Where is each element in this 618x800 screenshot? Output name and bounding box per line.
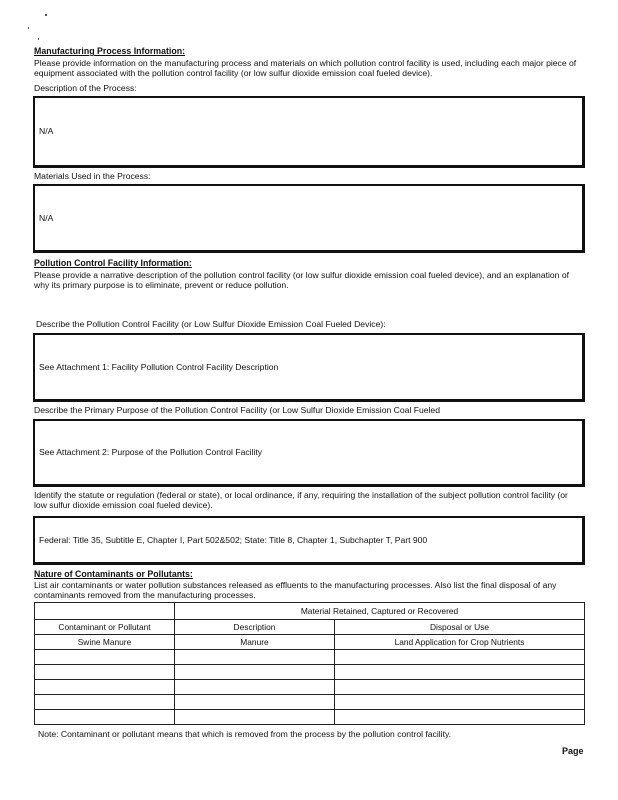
materials-label: Materials Used in the Process: xyxy=(34,171,151,181)
scan-speck xyxy=(28,27,29,29)
scan-speck xyxy=(45,14,47,16)
table-cell[interactable]: Manure xyxy=(175,635,335,650)
table-cell[interactable] xyxy=(175,680,335,695)
table-cell[interactable] xyxy=(35,695,175,710)
materials-value: N/A xyxy=(39,212,54,223)
pollution-control-heading: Pollution Control Facility Information: xyxy=(34,258,192,268)
table-cell[interactable] xyxy=(175,665,335,680)
table-row xyxy=(35,665,585,680)
manufacturing-intro: Please provide information on the manufacturing process and materials on which pollution control facility is used, including each major piece of equipment associated with the pollution control facility (or low sulfur dioxide emission coal fueled device). xyxy=(34,58,577,79)
statute-value: Federal: Title 35, Subtitle E, Chapter I, Part 502&502; State: Title 8, Chapter 1, Subchapter T, Part 900 xyxy=(39,534,428,545)
facility-description-value: See Attachment 1: Facility Pollution Control Facility Description xyxy=(39,361,279,372)
contaminants-heading: Nature of Contaminants or Pollutants: xyxy=(34,569,193,579)
table-row xyxy=(35,680,585,695)
table-cell[interactable] xyxy=(335,650,585,665)
table-row xyxy=(35,650,585,665)
facility-description-field[interactable] xyxy=(33,333,585,402)
table-cell[interactable]: Swine Manure xyxy=(35,635,175,650)
table-cell[interactable] xyxy=(35,710,175,725)
table-row xyxy=(35,710,585,725)
statute-label: Identify the statute or regulation (federal or state), or local ordinance, if any, requiring the installation of the subject pollution control facility (or low sulfur dioxide emission coal fueled device). xyxy=(34,490,568,511)
materials-field[interactable] xyxy=(33,184,585,253)
primary-purpose-field[interactable] xyxy=(33,419,585,487)
table-cell[interactable] xyxy=(335,665,585,680)
process-description-value: N/A xyxy=(39,126,54,137)
column-header-disposal: Disposal or Use xyxy=(335,620,585,635)
process-description-label: Description of the Process: xyxy=(34,83,137,93)
table-cell[interactable] xyxy=(35,680,175,695)
contaminants-table xyxy=(34,602,585,725)
table-cell[interactable] xyxy=(175,710,335,725)
page-label: Page xyxy=(562,746,584,756)
contaminants-intro: List air contaminants or water pollution substances released as effluents to the manufacturing processes. Also list the final disposal of any contaminants removed from the manufacturing processes. xyxy=(34,580,557,601)
facility-description-label: Describe the Pollution Control Facility (or Low Sulfur Dioxide Emission Coal Fueled Device): xyxy=(36,319,386,329)
table-cell[interactable]: Land Application for Crop Nutrients xyxy=(335,635,585,650)
table-cell[interactable] xyxy=(35,650,175,665)
process-description-field[interactable] xyxy=(33,96,585,168)
contaminant-note: Note: Contaminant or pollutant means that which is removed from the process by the pollution control facility. xyxy=(38,729,452,739)
primary-purpose-value: See Attachment 2: Purpose of the Pollution Control Facility xyxy=(39,447,263,458)
table-cell[interactable] xyxy=(335,695,585,710)
scan-speck xyxy=(38,38,39,40)
table-cell[interactable] xyxy=(175,695,335,710)
table-row xyxy=(35,635,585,650)
table-cell[interactable] xyxy=(175,650,335,665)
group-header: Material Retained, Captured or Recovered xyxy=(175,603,585,620)
manufacturing-heading: Manufacturing Process Information: xyxy=(34,46,186,56)
table-cell[interactable] xyxy=(335,710,585,725)
table-cell[interactable] xyxy=(335,680,585,695)
pollution-control-intro: Please provide a narrative description of the pollution control facility (or low sulfur dioxide emission coal fueled device), and an explanation of why its primary purpose is to eliminate, prevent or reduce pollution. xyxy=(34,270,570,291)
table-corner-cell xyxy=(35,603,175,620)
column-header-description: Description xyxy=(175,620,335,635)
statute-field[interactable] xyxy=(33,516,585,565)
table-row xyxy=(35,695,585,710)
primary-purpose-label: Describe the Primary Purpose of the Pollution Control Facility (or Low Sulfur Dioxide Emission Coal Fueled xyxy=(34,405,440,415)
table-cell[interactable] xyxy=(35,665,175,680)
column-header-contaminant: Contaminant or Pollutant xyxy=(35,620,175,635)
